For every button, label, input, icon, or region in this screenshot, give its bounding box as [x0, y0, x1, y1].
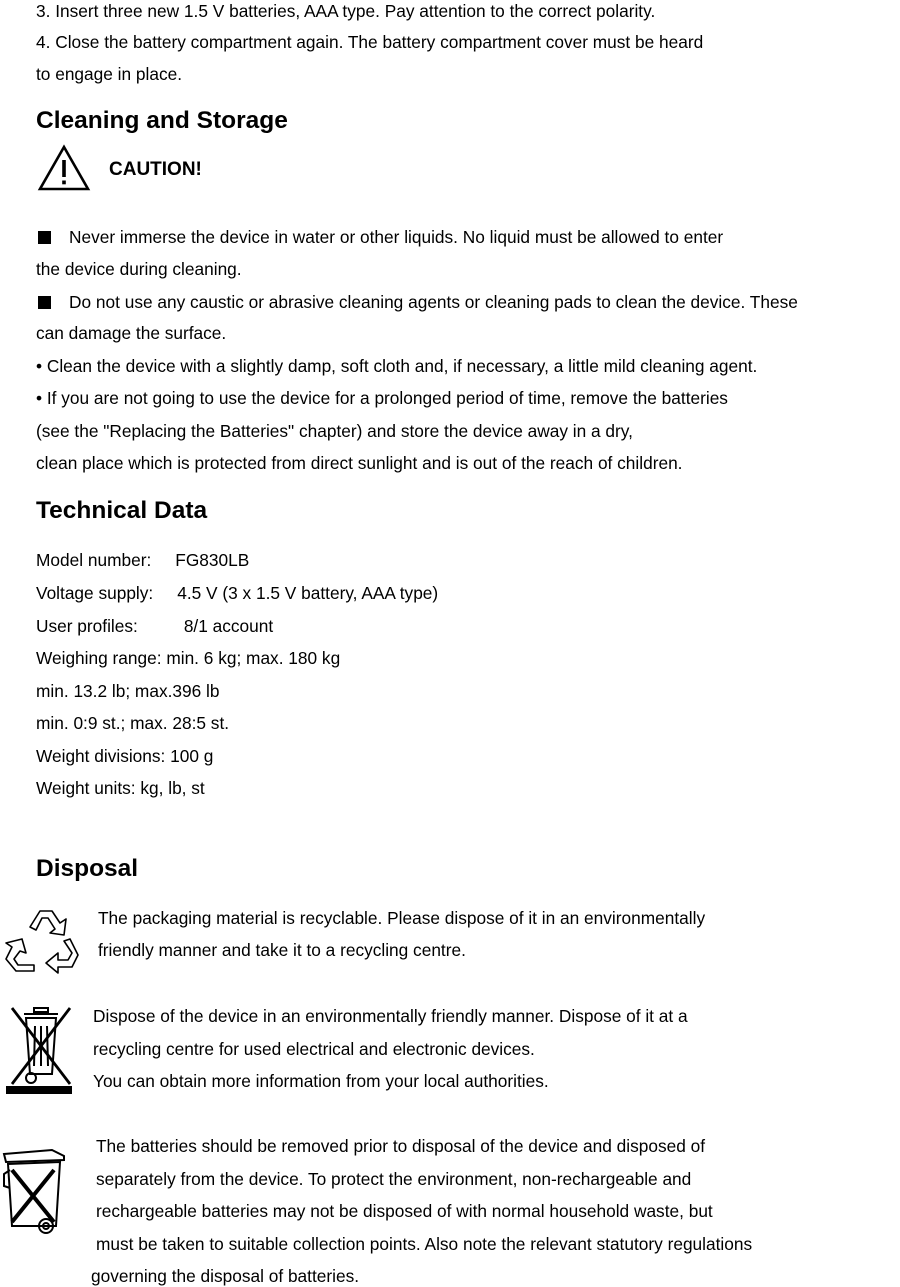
square-bullet-icon [38, 296, 51, 309]
model-number-row: Model number: FG830LB [36, 550, 250, 570]
intro-line-3: to engage in place. [36, 64, 183, 84]
weee-text-line-1: Dispose of the device in an environmentally friendly manner. Dispose of it at a [93, 1006, 688, 1026]
weight-divisions: Weight divisions: 100 g [36, 746, 214, 766]
cleaning-bullet-3: • Clean the device with a slightly damp, soft cloth and, if necessary, a little mild cleaning agent. [36, 356, 758, 376]
user-profiles-row: User profiles: 8/1 account [36, 616, 274, 636]
weighing-range-line-2: min. 13.2 lb; max.396 lb [36, 681, 220, 701]
technical-heading: Technical Data [36, 497, 208, 524]
intro-line-1: 3. Insert three new 1.5 V batteries, AAA type. Pay attention to the correct polarity. [36, 1, 656, 21]
battery-text-line-4: must be taken to suitable collection points. Also note the relevant statutory regulations [96, 1234, 753, 1254]
weee-text-line-2: recycling centre for used electrical and electronic devices. [93, 1039, 535, 1059]
battery-text-line-2: separately from the device. To protect the environment, non-rechargeable and [96, 1169, 692, 1189]
square-bullet-icon [38, 231, 51, 244]
cleaning-bullet-4-line-2: (see the "Replacing the Batteries" chapter) and store the device away in a dry, [36, 421, 633, 441]
cleaning-bullet-4-line-3: clean place which is protected from direct sunlight and is out of the reach of children. [36, 453, 683, 473]
weighing-range-line-3: min. 0:9 st.; max. 28:5 st. [36, 713, 230, 733]
crossed-out-wheelie-bin-icon [4, 1002, 74, 1098]
disposal-heading: Disposal [36, 855, 139, 882]
recycle-text-line-1: The packaging material is recyclable. Please dispose of it in an environmentally [98, 908, 706, 928]
weee-text-line-3: You can obtain more information from your local authorities. [93, 1071, 549, 1091]
caution-label: CAUTION! [109, 159, 202, 180]
battery-text-line-3: rechargeable batteries may not be disposed of with normal household waste, but [96, 1201, 713, 1221]
recycle-text-line-2: friendly manner and take it to a recycling centre. [98, 940, 466, 960]
weighing-range-line-1: Weighing range: min. 6 kg; max. 180 kg [36, 648, 341, 668]
cleaning-bullet-1-line-2: the device during cleaning. [36, 259, 242, 279]
voltage-supply-row: Voltage supply: 4.5 V (3 x 1.5 V battery, AAA type) [36, 583, 439, 603]
intro-line-2: 4. Close the battery compartment again. The battery compartment cover must be heard [36, 32, 704, 52]
weight-units: Weight units: kg, lb, st [36, 778, 205, 798]
cleaning-bullet-2-line-2: can damage the surface. [36, 323, 227, 343]
crossed-out-battery-bin-icon [0, 1146, 70, 1238]
cleaning-bullet-2-line-1: Do not use any caustic or abrasive cleaning agents or cleaning pads to clean the device. These [38, 291, 798, 313]
battery-text-line-1: The batteries should be removed prior to disposal of the device and disposed of [96, 1136, 706, 1156]
warning-triangle-icon [37, 144, 91, 192]
cleaning-bullet-4-line-1: • If you are not going to use the device for a prolonged period of time, remove the batteries [36, 388, 728, 408]
battery-text-line-5: governing the disposal of batteries. [91, 1266, 360, 1286]
cleaning-bullet-1-line-1: Never immerse the device in water or other liquids. No liquid must be allowed to enter [38, 226, 723, 248]
recycle-icon [0, 905, 82, 981]
cleaning-heading: Cleaning and Storage [36, 107, 288, 134]
